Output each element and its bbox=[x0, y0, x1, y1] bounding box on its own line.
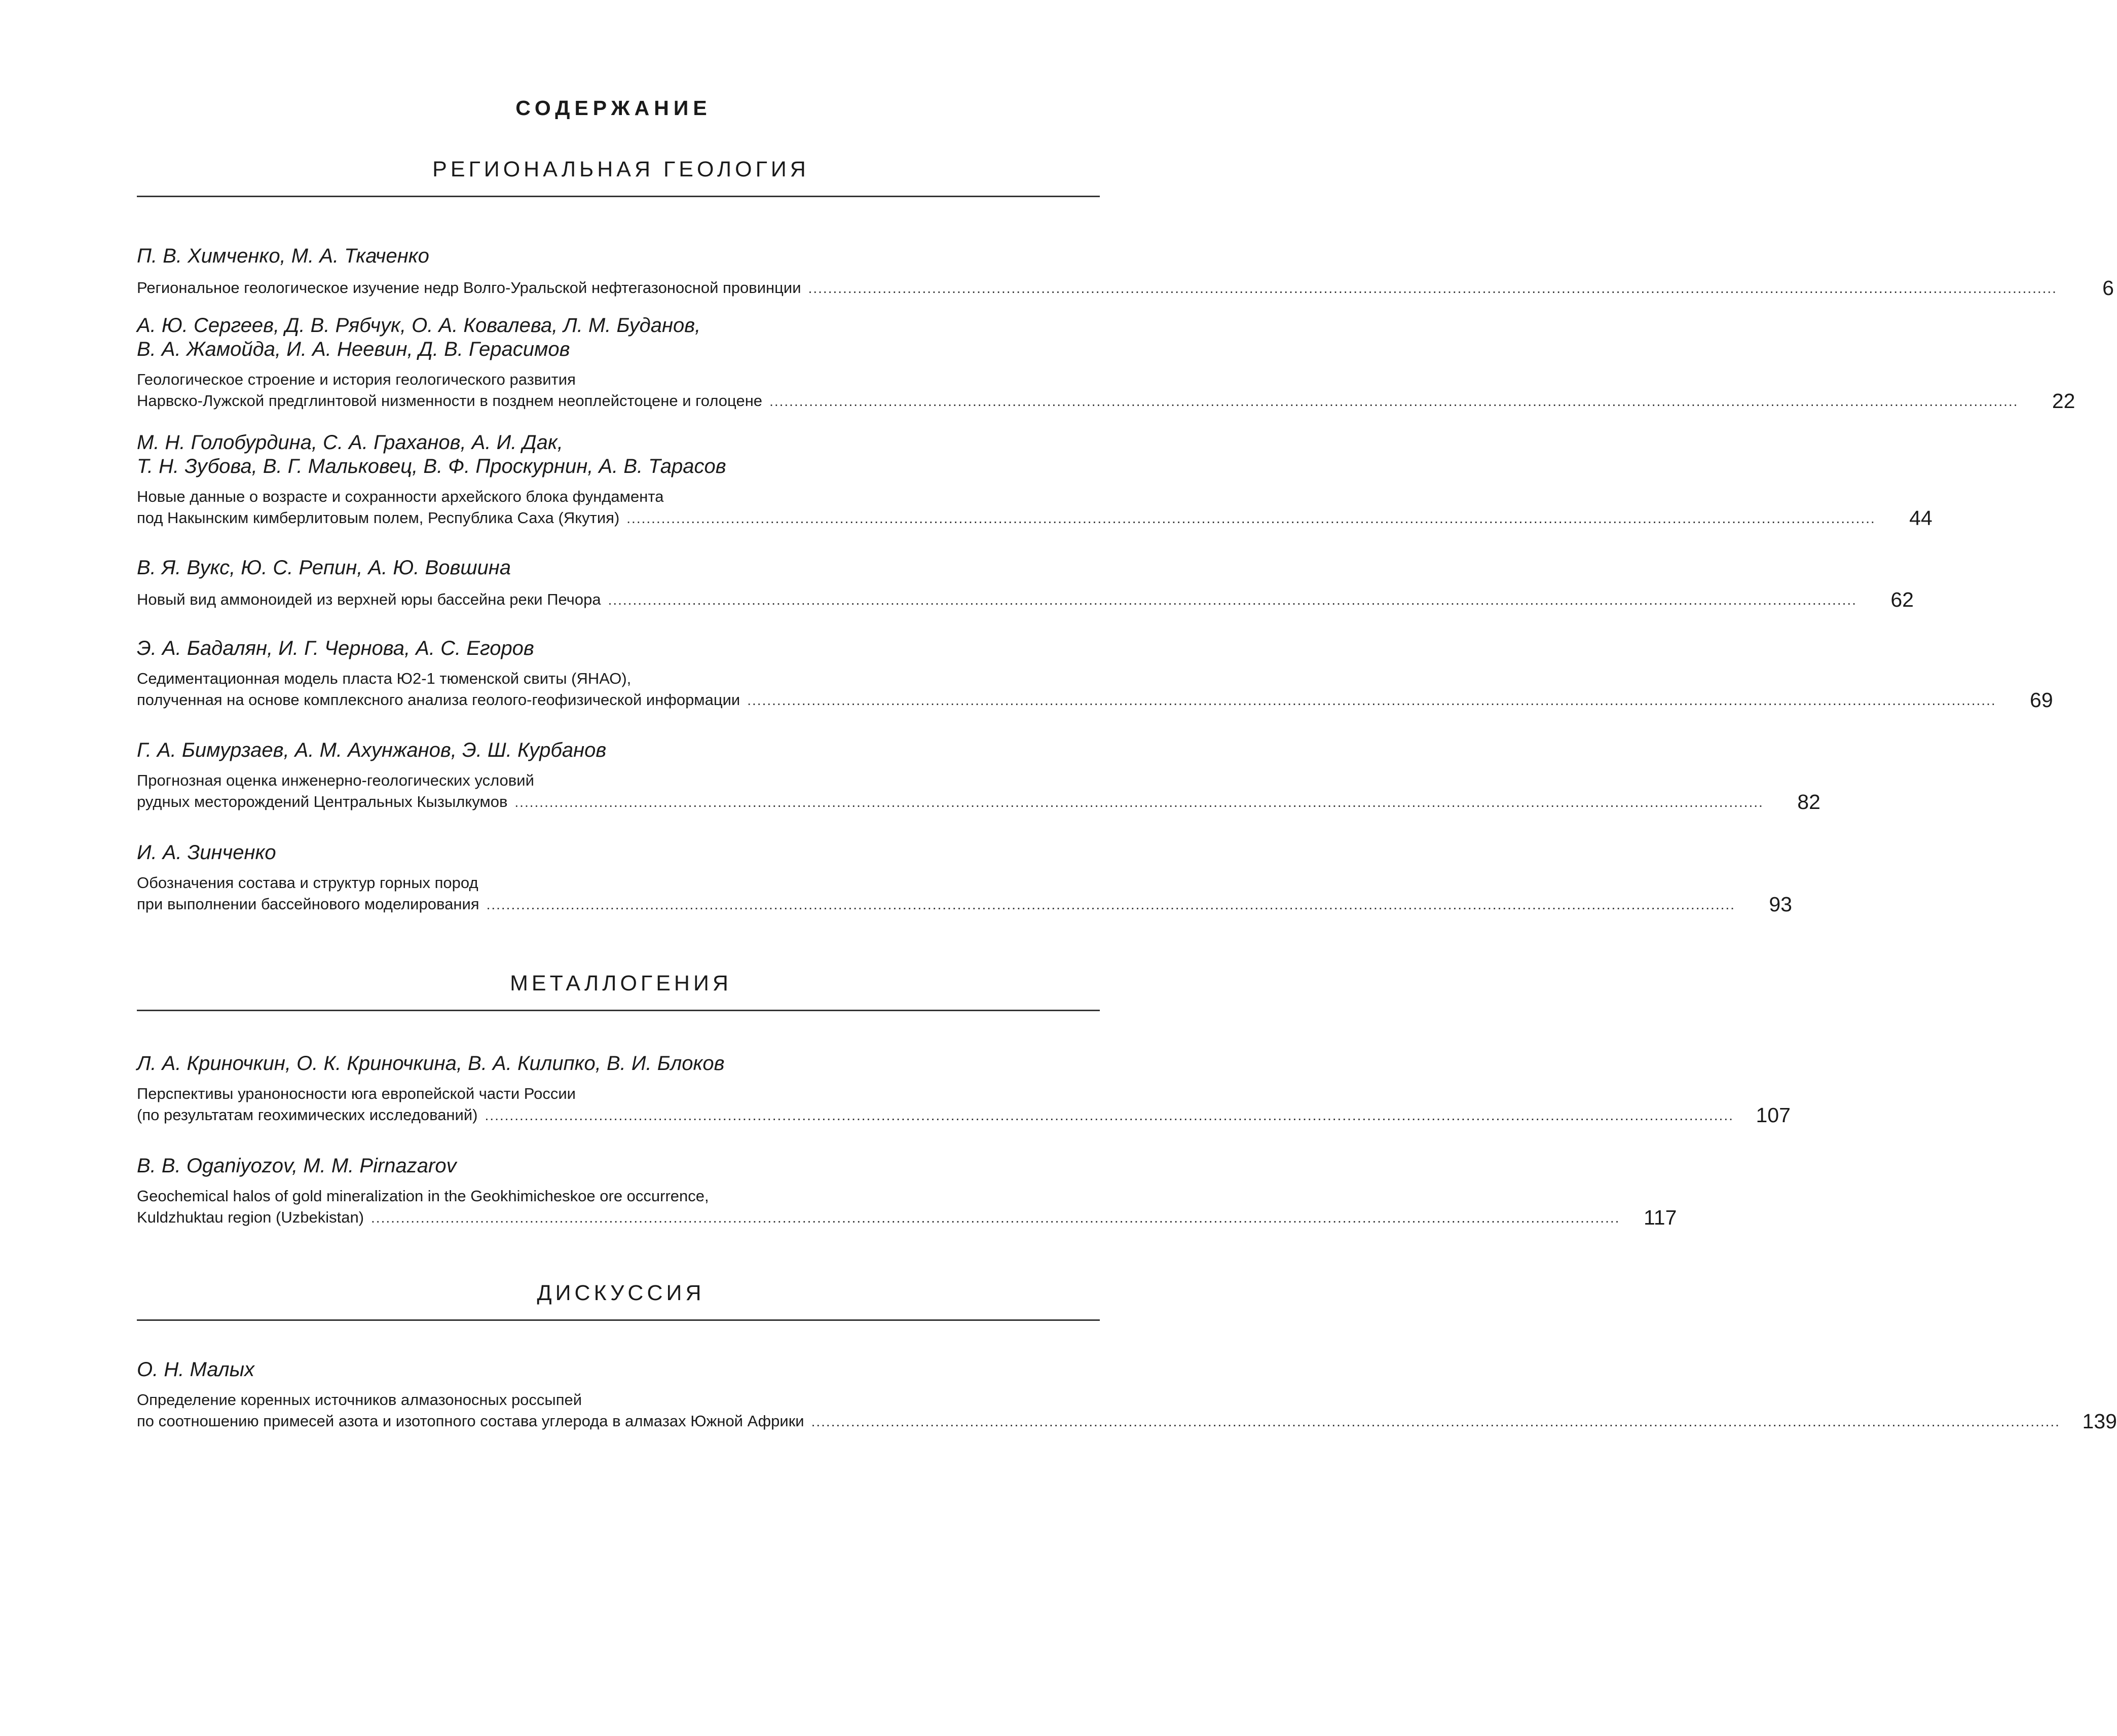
title-line: Региональное геологическое изучение недр Волго-Уральской нефтегазоносной провинции bbox=[137, 279, 801, 297]
page-number: 44 bbox=[1909, 506, 1933, 530]
title-row bbox=[137, 893, 1792, 916]
authors-line: В. А. Жамойда, И. А. Неевин, Д. В. Герасимов bbox=[137, 338, 570, 360]
toc-entry[interactable] bbox=[137, 431, 1933, 530]
authors-line: И. А. Зинченко bbox=[137, 841, 276, 864]
title-row bbox=[137, 688, 2053, 712]
toc-entry[interactable] bbox=[137, 637, 2053, 712]
dot-leader: ............................................................................................................................................................................................................................................................ bbox=[769, 393, 2019, 409]
title-line: (по результатам геохимических исследований) bbox=[137, 1106, 478, 1124]
entry-title bbox=[137, 1084, 1791, 1127]
title-line: Определение коренных источников алмазоносных россыпей bbox=[137, 1391, 582, 1409]
page-number: 82 bbox=[1797, 790, 1821, 814]
title-line: Geochemical halos of gold mineralization in the Geokhimicheskoe ore occurrence, bbox=[137, 1187, 709, 1205]
authors-line: М. Н. Голобурдина, С. А. Граханов, А. И. Дак, bbox=[137, 431, 563, 454]
entry-title bbox=[137, 1186, 1677, 1229]
dot-leader: ............................................................................................................................................................................................................................................................ bbox=[747, 692, 1996, 708]
dot-leader: ............................................................................................................................................................................................................................................................ bbox=[608, 592, 1857, 608]
toc-entry[interactable] bbox=[137, 841, 1792, 916]
authors-line: Г. А. Бимурзаев, А. М. Ахунжанов, Э. Ш. Курбанов bbox=[137, 739, 607, 761]
page-number: 93 bbox=[1769, 893, 1792, 916]
title-row bbox=[137, 588, 1914, 611]
page-number: 69 bbox=[2030, 688, 2053, 712]
entry-authors bbox=[137, 1052, 1095, 1076]
entry-title bbox=[137, 487, 1933, 530]
dot-leader: ............................................................................................................................................................................................................................................................ bbox=[626, 510, 1876, 526]
entry-authors bbox=[137, 841, 1095, 865]
title-row bbox=[137, 790, 1821, 814]
dot-leader: ............................................................................................................................................................................................................................................................ bbox=[485, 1107, 1734, 1123]
dot-leader: ............................................................................................................................................................................................................................................................ bbox=[811, 1414, 2060, 1429]
entry-authors bbox=[137, 431, 1095, 478]
title-line: под Накынским кимберлитовым полем, Республика Саха (Якутия) bbox=[137, 509, 620, 527]
title-line: Kuldzhuktau region (Uzbekistan) bbox=[137, 1208, 364, 1226]
entry-title bbox=[137, 370, 2075, 413]
section-divider bbox=[137, 196, 1100, 197]
authors-line: В. Я. Вукс, Ю. С. Репин, А. Ю. Вовшина bbox=[137, 557, 511, 579]
title-line: при выполнении бассейнового моделирования bbox=[137, 895, 479, 913]
title-row bbox=[137, 1206, 1677, 1229]
page-number: 22 bbox=[2052, 389, 2075, 413]
entry-authors bbox=[137, 556, 1095, 580]
entry-authors bbox=[137, 244, 1095, 268]
toc-entry[interactable] bbox=[137, 556, 1914, 611]
section-discussion bbox=[137, 1280, 1100, 1321]
entry-authors bbox=[137, 1154, 1095, 1178]
section-regional-geology bbox=[137, 156, 1100, 197]
dot-leader: ............................................................................................................................................................................................................................................................ bbox=[486, 897, 1735, 912]
authors-line: B. B. Oganiyozov, M. M. Pirnazarov bbox=[137, 1155, 457, 1177]
title-line: Обозначения состава и структур горных пород bbox=[137, 874, 478, 892]
entry-title bbox=[137, 1390, 2117, 1433]
entry-title bbox=[137, 873, 1792, 916]
authors-line: Э. А. Бадалян, И. Г. Чернова, А. С. Егоров bbox=[137, 637, 534, 659]
page-number: 139 bbox=[2082, 1410, 2117, 1433]
title-line: Прогнозная оценка инженерно-геологических условий bbox=[137, 771, 534, 789]
authors-line: П. В. Химченко, М. А. Ткаченко bbox=[137, 245, 429, 267]
section-heading: РЕГИОНАЛЬНАЯ ГЕОЛОГИЯ bbox=[432, 157, 809, 181]
page-title: СОДЕРЖАНИЕ bbox=[515, 96, 712, 120]
title-line: Геологическое строение и история геологического развития bbox=[137, 371, 576, 388]
authors-line: Л. А. Криночкин, О. К. Криночкина, В. А. Килипко, В. И. Блоков bbox=[137, 1052, 725, 1075]
entry-authors bbox=[137, 1358, 1095, 1382]
page-number: 107 bbox=[1756, 1103, 1791, 1127]
title-line: Нарвско-Лужской предглинтовой низменности в позднем неоплейстоцене и голоцене bbox=[137, 392, 763, 410]
section-metallogeny bbox=[137, 970, 1100, 1011]
entry-title bbox=[137, 276, 2114, 300]
entry-authors bbox=[137, 314, 1095, 361]
authors-line: Т. Н. Зубова, В. Г. Мальковец, В. Ф. Проскурнин, А. В. Тарасов bbox=[137, 455, 726, 477]
title-row bbox=[137, 1103, 1791, 1127]
title-row bbox=[137, 276, 2114, 300]
section-heading: ДИСКУССИЯ bbox=[537, 1281, 705, 1305]
toc-entry[interactable] bbox=[137, 244, 2114, 300]
dot-leader: ............................................................................................................................................................................................................................................................ bbox=[371, 1210, 1620, 1226]
dot-leader: ............................................................................................................................................................................................................................................................ bbox=[514, 794, 1764, 810]
title-line: Перспективы ураноносности юга европейской части России bbox=[137, 1085, 576, 1102]
entry-title bbox=[137, 588, 1914, 611]
page-number: 117 bbox=[1644, 1206, 1677, 1229]
section-divider bbox=[137, 1319, 1100, 1321]
title-line: рудных месторождений Центральных Кызылкумов bbox=[137, 793, 508, 810]
dot-leader: ............................................................................................................................................................................................................................................................ bbox=[808, 280, 2057, 296]
toc-entry[interactable] bbox=[137, 1358, 2117, 1433]
toc-entry[interactable] bbox=[137, 738, 1821, 814]
title-line: Новые данные о возрасте и сохранности архейского блока фундамента bbox=[137, 488, 664, 505]
page-number: 62 bbox=[1890, 588, 1914, 611]
title-line: по соотношению примесей азота и изотопного состава углерода в алмазах Южной Африки bbox=[137, 1412, 804, 1430]
authors-line: А. Ю. Сергеев, Д. В. Рябчук, О. А. Ковалева, Л. М. Буданов, bbox=[137, 314, 701, 337]
authors-line: О. Н. Малых bbox=[137, 1358, 255, 1381]
toc-entry[interactable] bbox=[137, 314, 2075, 413]
title-row bbox=[137, 506, 1933, 530]
toc-entry[interactable] bbox=[137, 1052, 1791, 1127]
entry-title bbox=[137, 669, 2053, 712]
section-heading: МЕТАЛЛОГЕНИЯ bbox=[510, 971, 732, 995]
entry-authors bbox=[137, 637, 1095, 660]
title-row bbox=[137, 1410, 2117, 1433]
section-divider bbox=[137, 1010, 1100, 1011]
entry-title bbox=[137, 770, 1821, 814]
title-line: Седиментационная модель пласта Ю2-1 тюменской свиты (ЯНАО), bbox=[137, 670, 632, 687]
title-row bbox=[137, 389, 2075, 413]
title-line: полученная на основе комплексного анализа геолого-геофизической информации bbox=[137, 691, 740, 709]
entry-authors bbox=[137, 738, 1095, 762]
page-number: 6 bbox=[2102, 276, 2114, 300]
title-line: Новый вид аммоноидей из верхней юры бассейна реки Печора bbox=[137, 590, 601, 608]
toc-entry[interactable] bbox=[137, 1154, 1677, 1229]
